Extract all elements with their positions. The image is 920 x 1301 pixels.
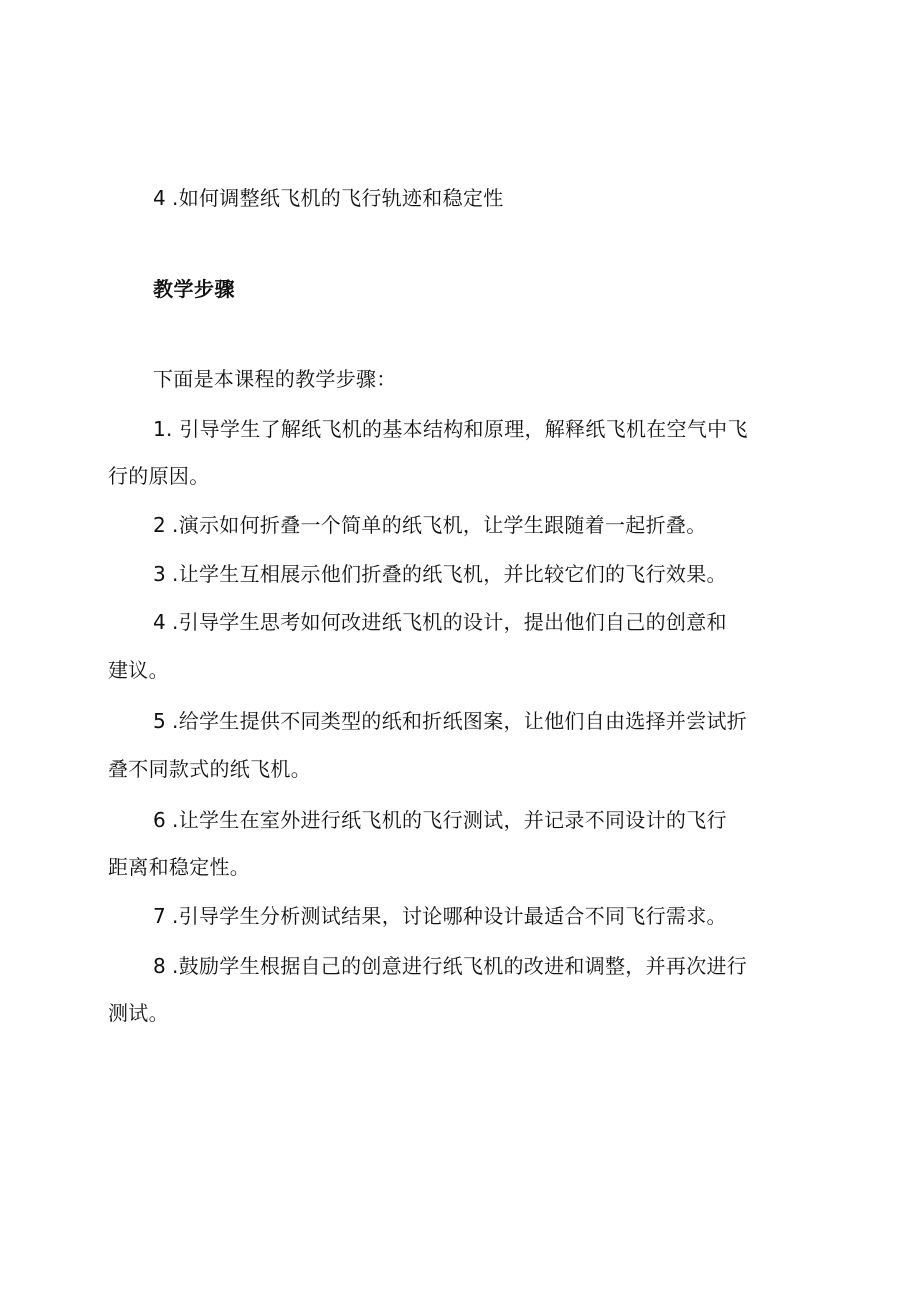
step-text: .让学生在室外进行纸飞机的飞行测试，并记录不同设计的飞行 <box>172 808 727 832</box>
step-text: .引导学生分析测试结果，讨论哪种设计最适合不同飞行需求。 <box>172 904 727 928</box>
step-text: .演示如何折叠一个简单的纸飞机，让学生跟随着一起折叠。 <box>172 513 707 537</box>
step-4-line-1 <box>153 610 727 634</box>
step-text: .给学生提供不同类型的纸和折纸图案，让他们自由选择并尝试折 <box>172 709 748 733</box>
step-5-line-1 <box>153 709 747 733</box>
objective-item-4 <box>153 186 504 210</box>
step-text: .让学生互相展示他们折叠的纸飞机，并比较它们的飞行效果。 <box>172 562 727 586</box>
step-text: .引导学生思考如何改进纸飞机的设计，提出他们自己的创意和 <box>172 610 727 634</box>
step-2 <box>153 513 707 537</box>
intro-paragraph: 下面是本课程的教学步骤： <box>153 367 397 391</box>
step-number: 6 <box>153 808 167 832</box>
step-text: .鼓励学生根据自己的创意进行纸飞机的改进和调整，并再次进行 <box>172 954 748 978</box>
step-number: 8 <box>153 954 167 978</box>
step-number: 4 <box>153 610 167 634</box>
step-8-line-2: 测试。 <box>108 1001 169 1025</box>
step-6-line-2: 距离和稳定性。 <box>108 855 251 879</box>
step-number: 2 <box>153 513 167 537</box>
step-number: 3 <box>153 562 167 586</box>
step-number: 7 <box>153 904 167 928</box>
step-3 <box>153 562 727 586</box>
step-7 <box>153 904 727 928</box>
step-1-line-2: 行的原因。 <box>108 464 210 488</box>
step-number: 5 <box>153 709 167 733</box>
step-4-line-2: 建议。 <box>108 658 169 682</box>
step-5-line-2: 叠不同款式的纸飞机。 <box>108 757 311 781</box>
item-text: .如何调整纸飞机的飞行轨迹和稳定性 <box>172 186 504 210</box>
item-number: 4 <box>153 186 167 210</box>
step-8-line-1 <box>153 954 747 978</box>
step-1-line-1: 1. 引导学生了解纸飞机的基本结构和原理，解释纸飞机在空气中飞 <box>153 417 748 441</box>
step-6-line-1 <box>153 808 727 832</box>
section-heading: 教学步骤 <box>153 277 235 301</box>
